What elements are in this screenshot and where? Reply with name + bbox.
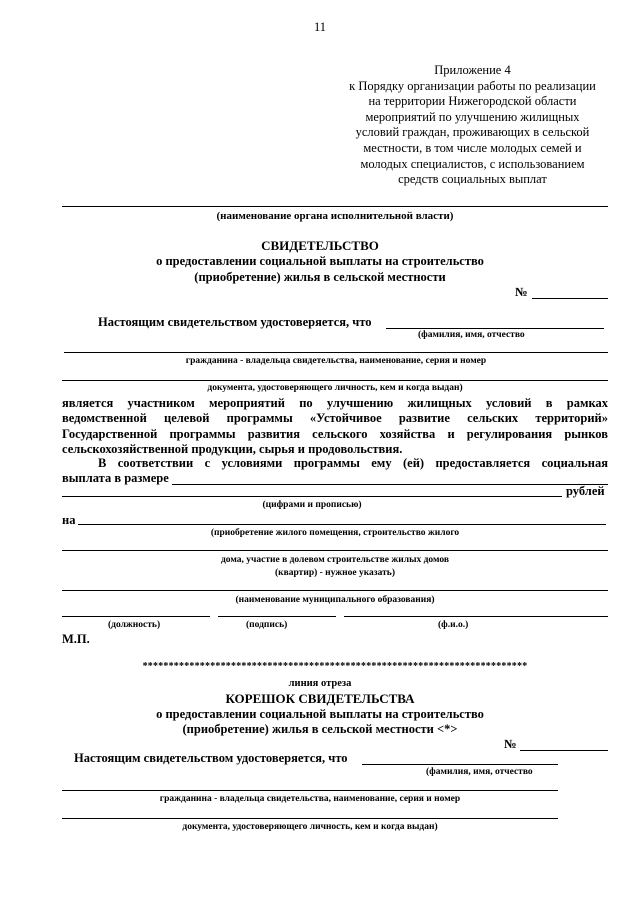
participant-paragraph <box>62 396 608 458</box>
paragraph-line: является участником мероприятий по улучшению жилищных условий в рамках <box>62 396 608 410</box>
paragraph-line: Государственной программы развития сельского хозяйства и регулирования рынков <box>62 426 608 441</box>
stub-holder-caption: гражданина - владельца свидетельства, наименование, серия и номер <box>159 794 461 804</box>
cut-line-label: линия отреза <box>288 678 352 689</box>
rubles-label: рублей <box>566 484 605 498</box>
authority-caption: (наименование органа исполнительной власти) <box>216 210 454 222</box>
name-caption: (ф.и.о.) <box>438 620 469 630</box>
certificate-title: СВИДЕТЕЛЬСТВО <box>261 238 379 253</box>
position-field-line[interactable] <box>62 616 210 617</box>
paragraph-line: сельскохозяйственной продукции, сырья и продовольствия. <box>62 442 403 457</box>
document-field-line[interactable] <box>62 380 608 381</box>
amount-label: выплата в размере <box>62 471 169 485</box>
document-caption: документа, удостоверяющего личность, кем и когда выдан) <box>207 383 463 393</box>
stub-document-caption: документа, удостоверяющего личность, кем и когда выдан) <box>182 822 438 832</box>
appendix-line: молодых специалистов, с использованием <box>360 156 585 171</box>
fio-caption: (фамилия, имя, отчество <box>418 330 525 340</box>
municipality-caption: (наименование муниципального образования) <box>235 595 435 605</box>
purpose-caption-2: дома, участие в долевом строительстве жилых домов <box>221 555 449 565</box>
signature-caption: (подпись) <box>246 620 288 630</box>
stub-fio-field-line[interactable] <box>362 764 558 765</box>
purpose-field-line[interactable] <box>78 524 606 525</box>
stub-number-field-line[interactable] <box>520 750 608 751</box>
page-number: 11 <box>313 20 327 34</box>
appendix-line: средств социальных выплат <box>398 172 547 187</box>
municipality-field-line[interactable] <box>62 590 608 591</box>
stamp-label: М.П. <box>62 632 90 646</box>
stub-certify-text: Настоящим свидетельством удостоверяется, что <box>74 751 348 765</box>
appendix-line: к Порядку организации работы по реализации <box>349 78 596 93</box>
signature-field-line[interactable] <box>218 616 336 617</box>
purpose-caption-3: (квартир) - нужное указать) <box>275 568 395 578</box>
grant-line: В соответствии с условиями программы ему (ей) предоставляется социальная <box>98 456 608 470</box>
cut-separator: ************************************************************************** <box>142 661 528 672</box>
amount-words-field-line[interactable] <box>62 496 562 497</box>
appendix-block <box>340 63 605 188</box>
fio-field-line[interactable] <box>386 328 604 329</box>
number-field-line[interactable] <box>532 298 608 299</box>
holder-caption: гражданина - владельца свидетельства, наименование, серия и номер <box>185 356 487 366</box>
appendix-line: местности, в том числе молодых семей и <box>363 140 582 155</box>
paragraph-line: ведомственной целевой программы «Устойчивое развитие сельских территорий» <box>62 411 608 426</box>
stub-subtitle: о предоставлении социальной выплаты на строительство <box>156 707 484 721</box>
stub-number-label: № <box>504 737 517 751</box>
number-label: № <box>515 285 528 299</box>
name-field-line[interactable] <box>344 616 608 617</box>
amount-caption: (цифрами и прописью) <box>262 500 362 510</box>
stub-fio-caption: (фамилия, имя, отчество <box>426 767 533 777</box>
certify-text: Настоящим свидетельством удостоверяется, что <box>98 315 372 329</box>
amount-field-line[interactable] <box>172 484 608 485</box>
certificate-subtitle: о предоставлении социальной выплаты на строительство <box>156 254 484 268</box>
stub-holder-field-line[interactable] <box>62 790 558 791</box>
appendix-line: мероприятий по улучшению жилищных <box>365 109 580 124</box>
stub-title: КОРЕШОК СВИДЕТЕЛЬСТВА <box>225 691 415 706</box>
stub-subtitle: (приобретение) жилья в сельской местности <*> <box>182 722 458 736</box>
purpose-caption: (приобретение жилого помещения, строительство жилого <box>210 528 460 538</box>
certificate-subtitle: (приобретение) жилья в сельской местности <box>194 270 446 284</box>
stub-document-field-line[interactable] <box>62 818 558 819</box>
holder-field-line[interactable] <box>64 352 608 353</box>
purpose-field-line-2[interactable] <box>62 550 608 551</box>
on-label: на <box>62 513 76 527</box>
position-caption: (должность) <box>108 620 161 630</box>
appendix-line: на территории Нижегородской области <box>368 94 577 109</box>
appendix-line: условий граждан, проживающих в сельской <box>355 125 590 140</box>
authority-field-line[interactable] <box>62 206 608 207</box>
appendix-line: Приложение 4 <box>434 63 511 77</box>
